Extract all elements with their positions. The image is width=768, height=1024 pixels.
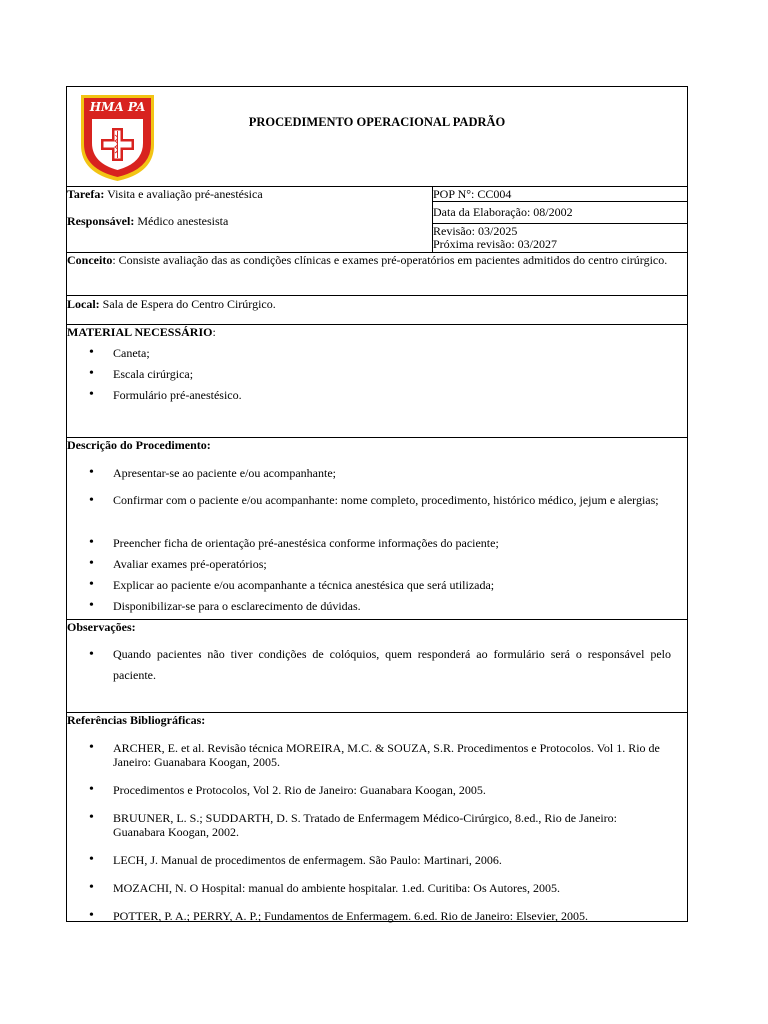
local-body: Sala de Espera do Centro Cirúrgico.	[99, 297, 276, 311]
local-label: Local:	[67, 297, 100, 311]
list-item: • Explicar ao paciente e/ou acompanhante a técnica anestésica que será utilizada;	[113, 578, 671, 592]
responsavel-label: Responsável:	[67, 214, 135, 228]
conceito-section	[67, 253, 687, 296]
list-item: • Confirmar com o paciente e/ou acompanhante: nome completo, procedimento, histórico médico, jejum e alergias;	[113, 490, 671, 511]
list-item: • POTTER, P. A.; PERRY, A. P.; Fundamentos de Enfermagem. 6.ed. Rio de Janeiro: Elsevier, 2005.	[113, 909, 671, 923]
list-item: • Caneta;	[113, 346, 671, 360]
list-item: • Apresentar-se ao paciente e/ou acompanhante;	[113, 466, 671, 480]
responsavel-value: Médico anestesista	[134, 214, 229, 228]
local-section	[67, 296, 687, 325]
tarefa-section	[67, 187, 687, 253]
referencias-label: Referências Bibliográficas:	[67, 713, 206, 727]
list-item: • ARCHER, E. et al. Revisão técnica MOREIRA, M.C. & SOUZA, S.R. Procedimentos e Protocolos. Vol 1. Rio de Janeiro: Guanabara Koogan, 2005.	[113, 741, 671, 769]
revisao: Revisão: 03/2025	[433, 224, 518, 238]
descricao-heading	[67, 438, 211, 452]
local-text	[67, 297, 276, 311]
descricao-label: Descrição do Procedimento:	[67, 438, 211, 452]
list-item: • Procedimentos e Protocolos, Vol 2. Rio de Janeiro: Guanabara Koogan, 2005.	[113, 783, 671, 797]
conceito-label: Conceito	[67, 253, 113, 267]
material-section	[67, 325, 687, 438]
tarefa-label: Tarefa:	[67, 187, 105, 201]
referencias-section	[67, 713, 687, 923]
hma-pa-logo-icon	[79, 93, 156, 183]
observacoes-section	[67, 620, 687, 713]
list-item: • Formulário pré-anestésico.	[113, 388, 671, 402]
document-header	[67, 87, 687, 187]
pop-document	[66, 86, 688, 922]
material-heading	[67, 325, 216, 339]
pop-info-cell	[433, 187, 687, 252]
material-suffix: :	[212, 325, 216, 339]
list-item: • MOZACHI, N. O Hospital: manual do ambiente hospitalar. 1.ed. Curitiba: Os Autores, 2005.	[113, 881, 671, 895]
responsavel-line	[67, 214, 228, 228]
pop-number: POP N°: CC004	[433, 187, 687, 202]
tarefa-left-cell	[67, 187, 433, 252]
conceito-body: : Consiste avaliação das as condições clínicas e exames pré-operatórios em pacientes admitidos do centro cirúrgico.	[112, 253, 668, 267]
conceito-text	[67, 253, 687, 267]
list-item: • LECH, J. Manual de procedimentos de enfermagem. São Paulo: Martinari, 2006.	[113, 853, 671, 867]
list-item: • Avaliar exames pré-operatórios;	[113, 557, 671, 571]
referencias-heading	[67, 713, 205, 727]
list-item: • BRUUNER, L. S.; SUDDARTH, D. S. Tratado de Enfermagem Médico-Cirúrgico, 8.ed., Rio de Janeiro: Guanabara Koogan, 2002.	[113, 811, 671, 839]
tarefa-value: Visita e avaliação pré-anestésica	[104, 187, 263, 201]
observacoes-heading	[67, 620, 136, 634]
tarefa-line	[67, 187, 263, 201]
proxima-revisao: Próxima revisão: 03/2027	[433, 237, 557, 251]
data-elaboracao: Data da Elaboração: 08/2002	[433, 202, 687, 224]
list-item: • Escala cirúrgica;	[113, 367, 671, 381]
list-item: • Preencher ficha de orientação pré-anestésica conforme informações do paciente;	[113, 536, 671, 550]
list-item: • Quando pacientes não tiver condições de colóquios, quem responderá ao formulário será o responsável pelo paciente.	[113, 644, 671, 686]
descricao-section	[67, 438, 687, 620]
observacoes-label: Observações:	[67, 620, 136, 634]
material-label: MATERIAL NECESSÁRIO	[67, 325, 213, 339]
page-title: PROCEDIMENTO OPERACIONAL PADRÃO	[248, 115, 506, 129]
list-item: • Disponibilizar-se para o esclarecimento de dúvidas.	[113, 599, 671, 613]
logo-text: HMA PA	[89, 100, 146, 114]
